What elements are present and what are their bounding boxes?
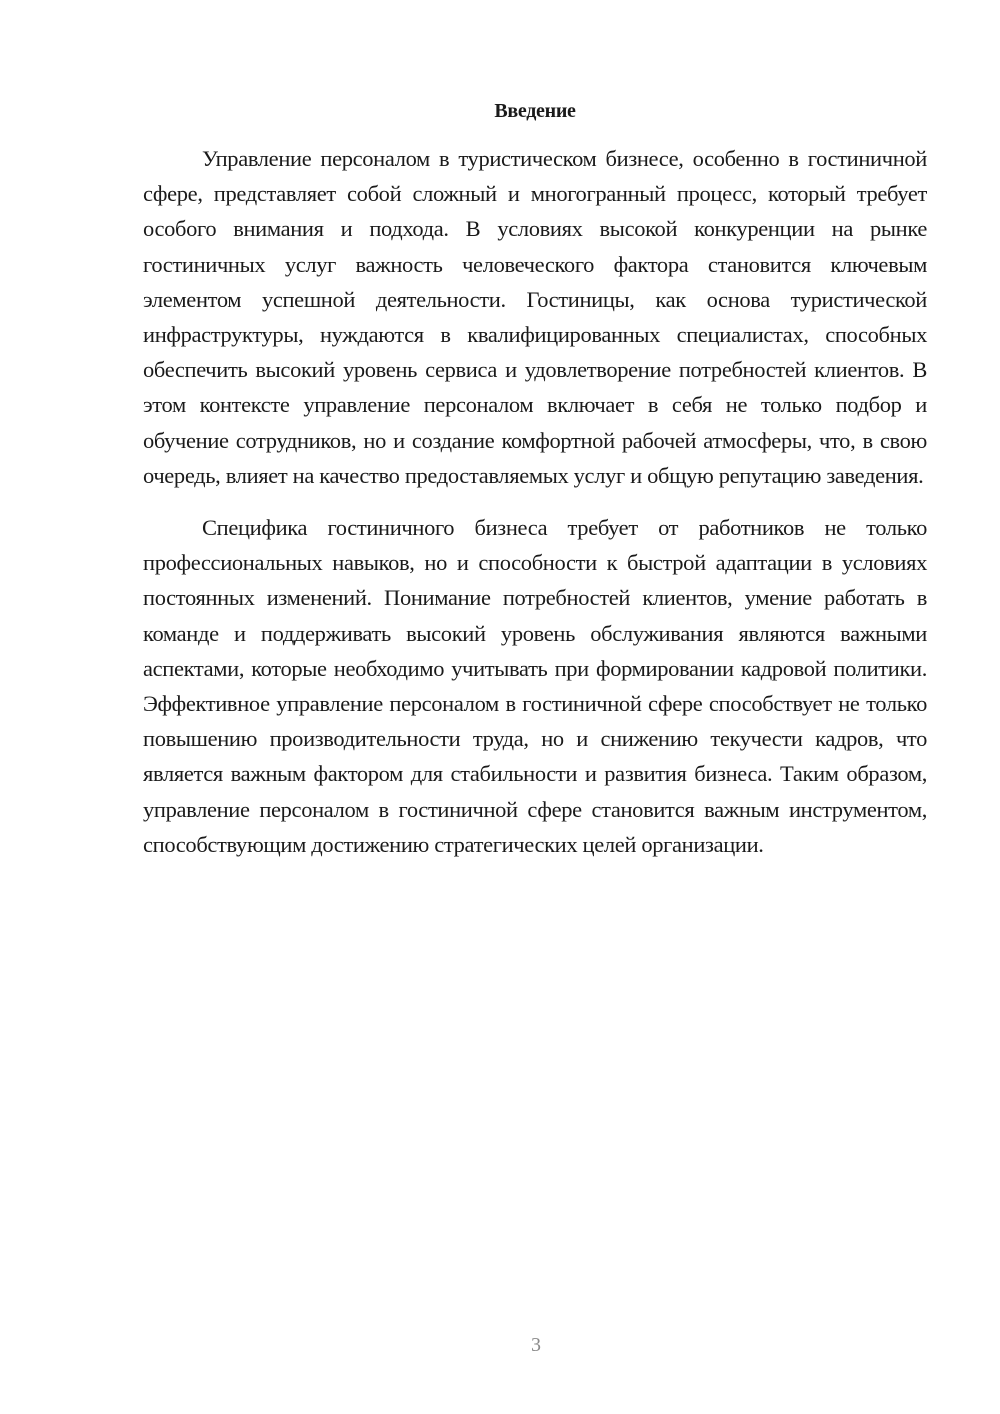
section-heading: Введение [494,100,576,122]
paragraph-1: Управление персоналом в туристическом бизнесе, особенно в гостиничной сфере, представляет собой сложный и многогранный процесс, который требует особого внимания и подхода. В условиях высокой конкуренции на рынке гостиничных услуг важность человеческого фактора становится ключевым элементом успешной деятельности. Гостиницы, как основа туристической инфраструктуры, нуждаются в квалифицированных специалистах, способных обеспечить высокий уровень сервиса и удовлетворение потребностей клиентов. В этом контексте управление персоналом включает в себя не только подбор и обучение сотрудников, но и создание комфортной рабочей атмосферы, что, в свою очередь, влияет на качество предоставляемых услуг и общую репутацию заведения. [143,146,927,488]
paragraph-2: Специфика гостиничного бизнеса требует от работников не только профессиональных навыков, но и способности к быстрой адаптации в условиях постоянных изменений. Понимание потребностей клиентов, умение работать в команде и поддерживать высокий уровень обслуживания являются важными аспектами, которые необходимо учитывать при формировании кадровой политики. Эффективное управление персоналом в гостиничной сфере способствует не только повышению производительности труда, но и снижению текучести кадров, что является важным фактором для стабильности и развития бизнеса. Таким образом, управление персоналом в гостиничной сфере становится важным инструментом, способствующим достижению стратегических целей организации. [143,515,927,857]
page-number: 3 [531,1334,541,1356]
body-text [143,141,927,862]
